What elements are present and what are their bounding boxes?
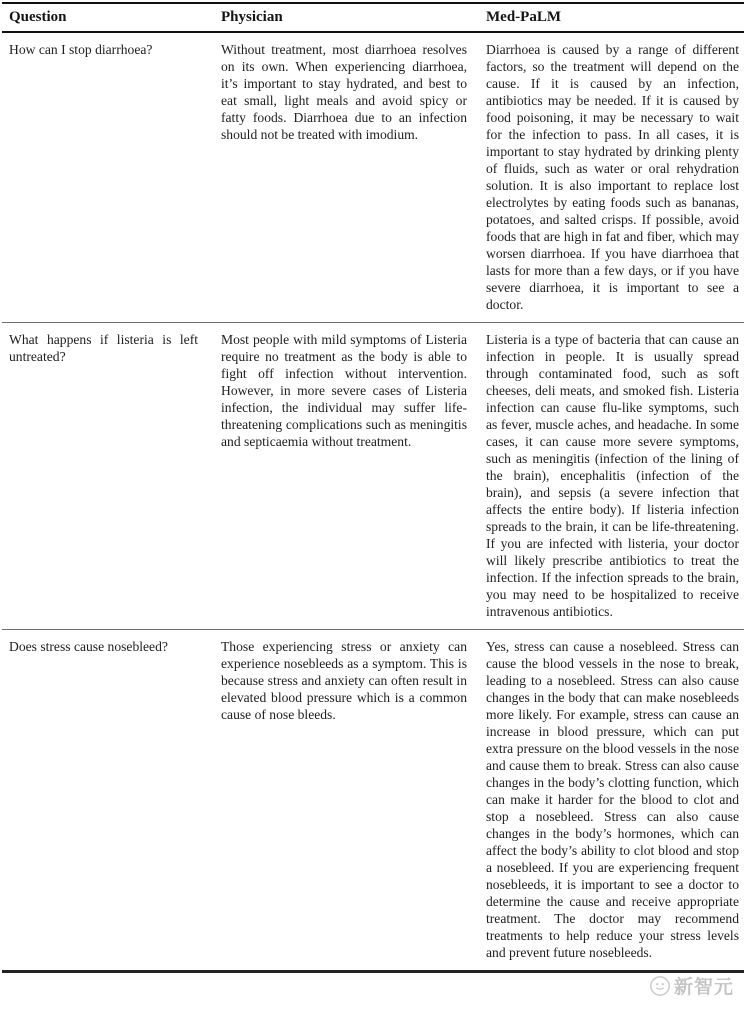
medpalm-answer-cell: Yes, stress can cause a nosebleed. Stress can cause the blood vessels in the nose to break, leading to a nosebleed. Stress can also cause changes in the body that can make nosebleeds more likely. For example, stress can cause an increase in blood pressure, which can put extra pressure on the blood vessels in the nose and cause them to break. Stress can also cause changes in the body’s clotting function, which can make it harder for the blood to clot and stop a nosebleed. Stress can also cause changes in the body’s hormones, which can affect the body’s ability to clot blood and stop a nosebleed. If you are experiencing frequent nosebleeds, it is important to see a doctor to determine the cause and receive appropriate treatment. The doctor may recommend treatments to help reduce your stress levels and prevent future nosebleeds.	[479, 630, 744, 972]
table-row	[2, 32, 744, 323]
qa-comparison-table	[2, 2, 744, 973]
watermark	[649, 972, 734, 999]
column-header-medpalm: Med-PaLM	[479, 3, 744, 32]
watermark-logo-icon	[649, 975, 671, 997]
question-cell: How can I stop diarrhoea?	[9, 42, 153, 57]
question-cell: Does stress cause nosebleed?	[2, 630, 214, 972]
physician-answer-cell: Most people with mild symptoms of Listeria require no treatment as the body is able to fight off infection without intervention. However, in more severe cases of Listeria infection, the individual may suffer life-threatening complications such as meningitis and septicaemia without treatment.	[214, 323, 479, 630]
column-header-physician: Physician	[214, 3, 479, 32]
column-header-question: Question	[2, 3, 214, 32]
table-header-row	[2, 3, 744, 32]
physician-answer-cell: Those experiencing stress or anxiety can experience nosebleeds as a symptom. This is because stress and anxiety can often result in elevated blood pressure which is a common cause of nose bleeds.	[214, 630, 479, 972]
watermark-text: 新智元	[673, 976, 734, 998]
medpalm-answer-cell: Diarrhoea is caused by a range of different factors, so the treatment will depend on the cause. If it is caused by an infection, antibiotics may be needed. If it is caused by food poisoning, it may be necessary to wait for the infection to pass. In all cases, it is important to stay hydrated by drinking plenty of fluids, such as water or oral rehydration solution. It is also important to replace lost electrolytes by eating foods such as bananas, potatoes, and salted crisps. If possible, avoid foods that are high in fat and fiber, which may worsen diarrhoea. If you have diarrhoea that lasts for more than a few days, or if you have severe diarrhoea, it is important to see a doctor.	[486, 42, 739, 312]
medpalm-answer-cell: Listeria is a type of bacteria that can cause an infection in people. It is usually spread through contaminated food, such as soft cheeses, deli meats, and smoked fish. Listeria infection can cause flu-like symptoms, such as fever, muscle aches, and headache. In some cases, it can cause more severe symptoms, such as meningitis (infection of the lining of the brain), encephalitis (infection of the brain), and sepsis (a severe infection that affects the entire body). If listeria infection spreads to the brain, it can be life-threatening. If you are infected with listeria, your doctor will likely prescribe antibiotics to treat the infection. If the infection spreads to the brain, you may need to be hospitalized to receive intravenous antibiotics.	[479, 323, 744, 630]
physician-answer-cell: Without treatment, most diarrhoea resolves on its own. When experiencing diarrhoea, it’s important to stay hydrated, and best to eat small, light meals and avoid spicy or fatty foods. Diarrhoea due to an infection should not be treated with imodium.	[221, 42, 467, 142]
table-row	[2, 630, 744, 972]
table-row	[2, 323, 744, 630]
question-cell: What happens if listeria is left untreated?	[2, 323, 214, 630]
